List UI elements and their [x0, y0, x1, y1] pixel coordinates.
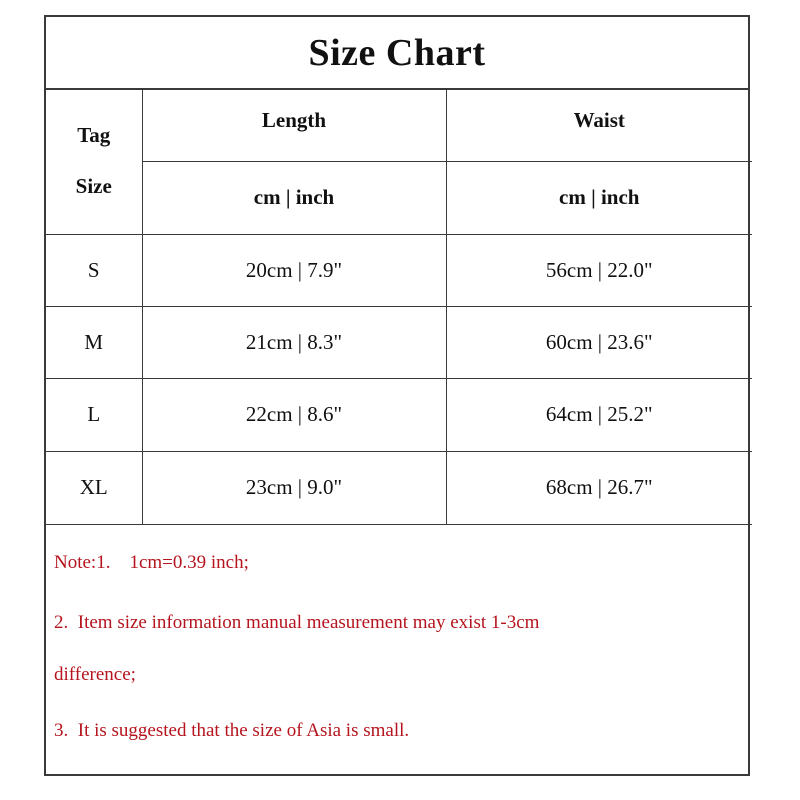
table-row	[46, 234, 752, 306]
header-row-units	[46, 161, 752, 234]
waist-header: Waist	[446, 88, 752, 161]
waist-units-header: cm | inch	[446, 161, 752, 234]
size-cell: XL	[46, 451, 142, 524]
table-row	[46, 306, 752, 378]
waist-cell: 64cm | 25.2"	[446, 378, 752, 451]
chart-title: Size Chart	[46, 17, 748, 90]
note-1: Note:1. 1cm=0.39 inch;	[54, 552, 249, 573]
table-row	[46, 451, 752, 524]
size-cell: M	[46, 306, 142, 378]
note-2-line-2: difference;	[54, 664, 136, 685]
length-cell: 20cm | 7.9"	[142, 234, 446, 306]
size-table	[46, 88, 752, 525]
table-row	[46, 378, 752, 451]
header-row-labels	[46, 88, 752, 161]
waist-cell: 68cm | 26.7"	[446, 451, 752, 524]
length-cell: 21cm | 8.3"	[142, 306, 446, 378]
tag-size-label-line1: Tag	[77, 122, 111, 147]
tag-size-header	[46, 88, 142, 234]
notes-section	[46, 524, 748, 774]
tag-size-label-line2: Size	[75, 173, 112, 198]
note-3: 3. It is suggested that the size of Asia is small.	[54, 720, 410, 741]
length-cell: 22cm | 8.6"	[142, 378, 446, 451]
length-cell: 23cm | 9.0"	[142, 451, 446, 524]
length-header: Length	[142, 88, 446, 161]
size-chart	[44, 15, 750, 776]
length-units-header: cm | inch	[142, 161, 446, 234]
waist-cell: 60cm | 23.6"	[446, 306, 752, 378]
waist-cell: 56cm | 22.0"	[446, 234, 752, 306]
size-cell: S	[46, 234, 142, 306]
note-2-line-1: 2. Item size information manual measurement may exist 1-3cm	[54, 612, 540, 633]
size-cell: L	[46, 378, 142, 451]
